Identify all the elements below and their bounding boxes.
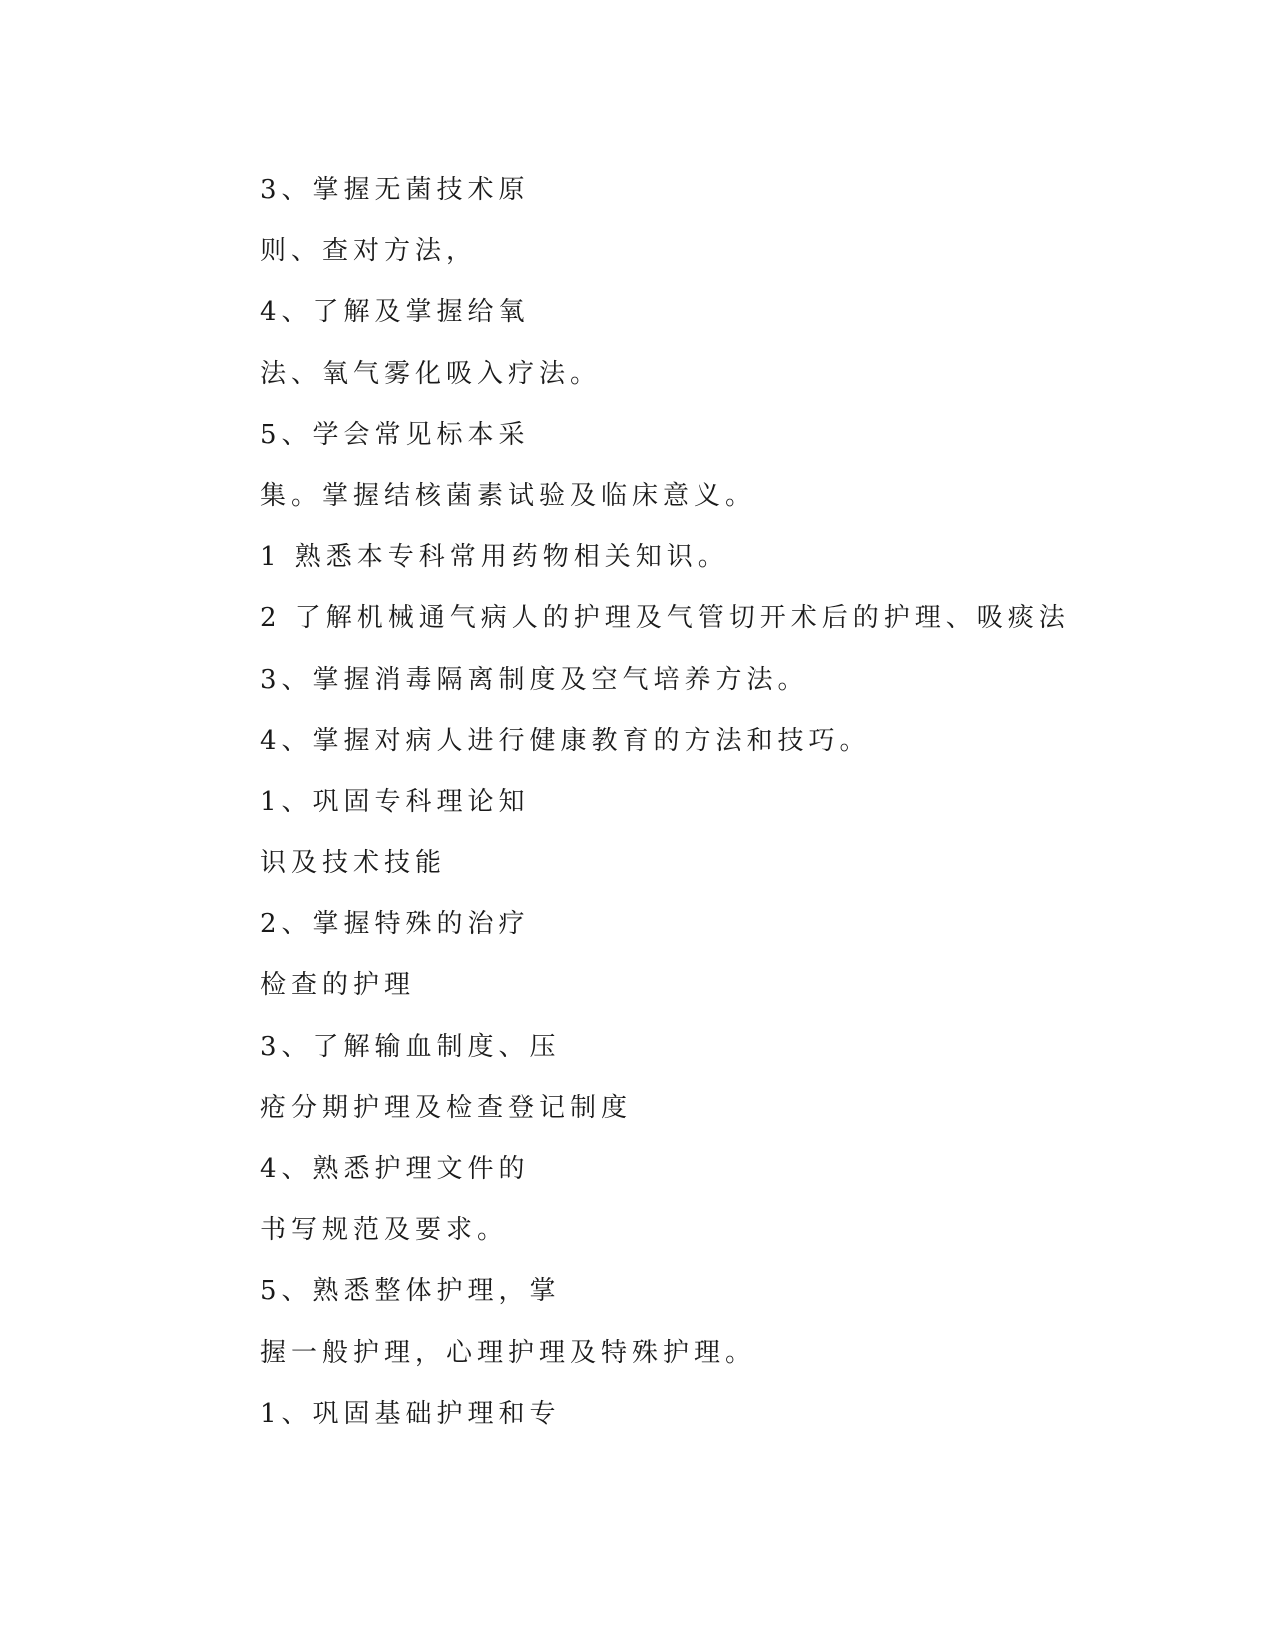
document-body (260, 160, 1160, 1445)
text-line: 1、巩固基础护理和专 (260, 1398, 561, 1429)
text-line: 握一般护理，心理护理及特殊护理。 (260, 1337, 757, 1368)
text-line: 识及技术技能 (260, 848, 447, 879)
text-line: 2 了解机械通气病人的护理及气管切开术后的护理、吸痰法 (260, 603, 1070, 634)
text-line: 4、熟悉护理文件的 (260, 1154, 530, 1184)
text-line: 1、巩固专科理论知 (260, 786, 530, 817)
text-line: 4、了解及掌握给氧 (260, 297, 530, 328)
text-line: 3、了解输血制度、压 (260, 1031, 561, 1062)
text-line: 3、掌握无菌技术原 (260, 175, 530, 205)
text-line: 1 熟悉本专科常用药物相关知识。 (260, 542, 729, 573)
text-line: 集。掌握结核菌素试验及临床意义。 (260, 480, 757, 511)
text-line: 2、掌握特殊的治疗 (260, 909, 530, 940)
text-line: 4、掌握对病人进行健康教育的方法和技巧。 (260, 725, 871, 756)
text-line: 书写规范及要求。 (260, 1215, 509, 1246)
text-line: 疮分期护理及检查登记制度 (260, 1092, 633, 1123)
text-line: 法、氧气雾化吸入疗法。 (260, 358, 602, 389)
text-line: 5、学会常见标本采 (260, 419, 530, 450)
text-line: 3、掌握消毒隔离制度及空气培养方法。 (260, 664, 809, 695)
text-line: 检查的护理 (260, 970, 416, 1001)
text-line: 则、查对方法， (260, 236, 478, 267)
text-line: 5、熟悉整体护理，掌 (260, 1276, 561, 1307)
